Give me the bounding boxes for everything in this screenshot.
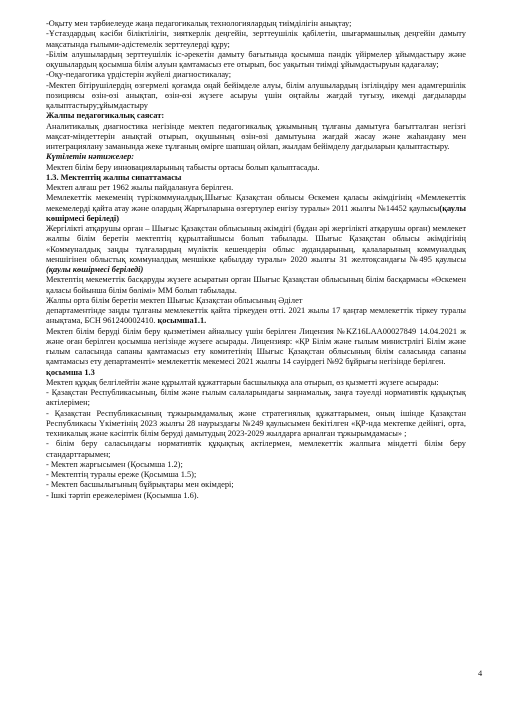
goal-item: -Ұстаздардың кәсіби біліктілігін, зияткерлік деңгейін, зерттеушілік қабілетін, шығармашылық деңгейін дамыту мақсатында ғылыми-әдістемелік зерттеулерді құру;	[46, 29, 466, 49]
executive-body	[46, 224, 466, 275]
page-body	[46, 19, 466, 501]
annex-ref: қосымша1.1.	[157, 316, 207, 326]
resolution-copy-note: (қаулы көшірмесі беріледі)	[46, 203, 466, 223]
expected-results-heading: Күтілетін нәтижелер:	[46, 152, 135, 162]
justice-dept: Жалпы орта білім беретін мектеп Шығыс Қазақстан облысының Әділет	[46, 295, 303, 305]
document-list-item: - Қазақстан Республикасының тұжырымдамалық және стратегиялық құжаттарымен, оның ішінде Қазақстан Республикасы Үкіметінің 2023 жылғы 28 наурыздағы №249 қаулысымен бекітілген «ҚР-нда мектепке дейінгі, орта, техникалық және кәсіптік білім беруді дамытудың 2023-2029 жылдарға арналған тұжырымдамасы» ;	[46, 408, 466, 438]
registration	[46, 306, 466, 327]
goal-item: -Мектеп бітірушілердің өзгермелі қоғамда оңай бейімделе алуы, білім алушылардың ізгіліндіру мен адамгершілік позициясы өзін-өзі анықтап, өзін-өзі жүзеге асыруы үшін оңтайлы жағдай туғызу, икемді дағдыларды қалыптастыру;ұйымдастыру	[46, 80, 466, 110]
document-list-item: - Ішкі тәртіп ережелерімен (Қосымша 1.6).	[46, 490, 199, 500]
resolution-copy-note: (қаулы көшірмесі беріледі)	[46, 265, 144, 274]
institution-type	[46, 193, 466, 224]
general-policy-heading: Жалпы педагогикалық саясат:	[46, 111, 165, 121]
license: Мектеп білім беруді білім беру қызметімен айналысу үшін берілген Лицензия №KZ16LAA00027849 14.04.2021 ж және оған берілген қосымша негізінде жүзеге асырады. Лицензияр: «ҚР Білім және ғылым министрлігі Білім және ғылым саласында сапаны қамтамасыз ету комитетінің Шығыс Қазақстан облысының білім саласында сапаны қамтамасыз ету департаменті» мемлекеттік мекемесі 2021 жылғы 14 сәуірдегі №92 бұйрығы негізінде берілген.	[46, 326, 466, 367]
school-opening: Мектеп алғаш рет 1962 жылы пайдалануға берілген.	[46, 183, 234, 192]
document-list-item: - білім беру саласындағы нормативтік құқықтық актілермен, мемлекеттік жалпыға міндетті білім беру стандарттарымен;	[46, 439, 466, 459]
document-list-item: - Мектеп жарғысымен (Қосымша 1.2);	[46, 459, 183, 469]
document-list-item: - Мектептің туралы ереже (Қосымша 1.5);	[46, 470, 197, 479]
document-list-item: - Мектеп басшылығының бұйрықтары мен өкімдері;	[46, 480, 234, 490]
goal-item: -Оқыту мен тәрбиелеуде жаңа педагогикалық технологиялардың тиімділігін анықтау;	[46, 19, 352, 28]
general-policy-text: Аналитикалық диагностика негізінде мектеп педагогикалық ұжымының тұлғаны дамытуға бағытталған негізгі мақсат-міндеттерін анықтай отырып, оқушының өзін-өзі дамытуына жағдай жасау және жаһандану мен интеграциялану заманында жеке тұлғаның өмірге шапшаң ойлап, жылдам бейімделу дағдыларын қалыптастыру.	[46, 121, 466, 151]
institution-type-text: Мемлекеттік мекеменің түрі:коммуналдық.Шығыс Қазақстан облысы Өскемен қаласы әкімдігінің «Мемлекеттік мекемелерді қайта атау және олардың Жарғыларына өзгертулер енгізу туралы» 2011 жылғы №14452 қаулысы	[46, 193, 466, 213]
management-body: Мектептің мекеметтік басқаруды жүзеге асыратын орган Шығыс Қазақстан облысының білім басқармасы «Өскемен қаласы бойынша білім бөлімі» ММ болып табылады.	[46, 275, 466, 295]
section-heading: 1.3. Мектептің жалпы сипаттамасы	[46, 172, 182, 182]
executive-body-text: Жергілікті атқарушы орган – Шығыс Қазақстан облысының әкімдігі (бұдан әрі жергілікті атқарушы орган) мемлекет жалпы білім беретін мектептің құрылтайшысы болып табылады. Шығыс Қазақстан облысы әкімдігінің «Коммуналдық заңды тұлғалардың мүліктік кешендерін облыс аудандарының, қалаларының коммуналдық меншігінен облыстық коммуналдық меншікке қабылдау туралы» 2020 жылғы 31 желтоқсандағы №495 қаулысы	[46, 224, 466, 264]
activity-basis: Мектеп құқық белгілейтін және құрылтай құжаттарын басшылыққа ала отырып, өз қызметті жүзеге асырады:	[46, 377, 439, 387]
annex-ref: қосымша 1.3	[46, 367, 95, 377]
page-number: 4	[478, 669, 483, 678]
goal-item: -Білім алушылардың зерттеушілік іс-әрекетін дамыту бағытында қосымша пәндік үйірмелер ұйымдастыру және оқушылардың қосымша білім алуын қамтамасыз ете отырып, бос уақытын тиімді ұйымдастыруын қадағалау;	[46, 49, 466, 69]
goal-item: -Оқу-педагогика үрдістерін жүйелі диагностикалау;	[46, 70, 232, 80]
registration-text: департаментінде заңды тұлғаны мемлекеттік қайта тіркеуден өтті. 2021 жылы 17 қаңтар мемлекеттік тіркеу туралы анықтама, БСН 961240002410.	[46, 306, 466, 326]
document-list-item: - Қазақстан Республикасының, білім және ғылым салаларындағы заңнамалық, заңға тәуелді нормативтік құқықтық актілерімен;	[46, 388, 466, 408]
expected-results-text: Мектеп білім беру инновацияларының табысты ортасы болып қалыптасады.	[46, 162, 320, 172]
